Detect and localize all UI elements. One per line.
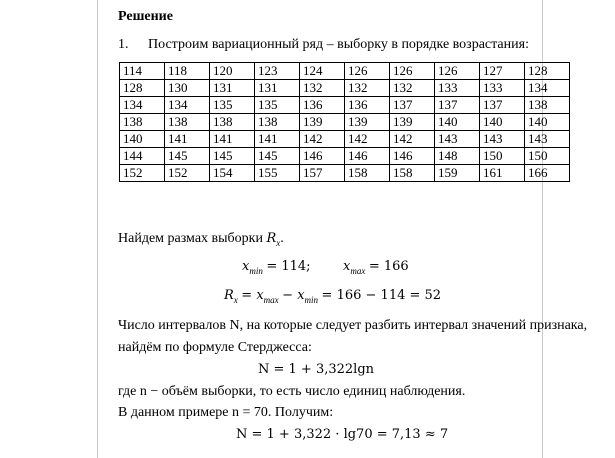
table-cell: 138 (165, 114, 210, 131)
table-cell: 166 (525, 165, 570, 182)
table-cell: 133 (435, 80, 480, 97)
table-cell: 140 (435, 114, 480, 131)
range-end: . (280, 231, 284, 246)
table-cell: 138 (255, 114, 300, 131)
table-cell: 133 (480, 80, 525, 97)
table-cell: 139 (300, 114, 345, 131)
table-row (120, 97, 570, 114)
table-cell: 161 (480, 165, 525, 182)
table-cell: 150 (480, 148, 525, 165)
table-cell: 158 (345, 165, 390, 182)
step-item (118, 37, 529, 53)
table-cell: 134 (525, 80, 570, 97)
table-cell: 152 (120, 165, 165, 182)
step-number: 1. (118, 37, 129, 52)
table-cell: 126 (345, 63, 390, 80)
range-text: Найдем размах выборки (118, 231, 263, 246)
table-cell: 137 (435, 97, 480, 114)
table-cell: 136 (345, 97, 390, 114)
table-row (120, 131, 570, 148)
table-cell: 118 (165, 63, 210, 80)
table-cell: 132 (300, 80, 345, 97)
variation-series-table (119, 62, 570, 182)
table-cell: 137 (480, 97, 525, 114)
table-cell: 136 (300, 97, 345, 114)
range-result: = 166 − 114 = 52 (321, 288, 442, 303)
table-cell: 148 (435, 148, 480, 165)
range-formula: $R_x = x_{max} - x_{min} = 166 - 114 = 52$ (224, 288, 442, 305)
table-cell: 114 (120, 63, 165, 80)
table-cell: 143 (525, 131, 570, 148)
table-cell: 146 (345, 148, 390, 165)
table-cell: 126 (390, 63, 435, 80)
table-cell: 142 (390, 131, 435, 148)
table-cell: 131 (255, 80, 300, 97)
table-cell: 123 (255, 63, 300, 80)
table-cell: 127 (480, 63, 525, 80)
table-cell: 138 (525, 97, 570, 114)
table-cell: 135 (255, 97, 300, 114)
range-sub: x (276, 237, 281, 248)
table-cell: 137 (390, 97, 435, 114)
table-cell: 120 (210, 63, 255, 80)
xmax-value: = 166 (368, 259, 409, 274)
table-cell: 150 (525, 148, 570, 165)
table-cell: 155 (255, 165, 300, 182)
intervals-line-2: найдём по формуле Стерджесса: (118, 340, 312, 355)
table-cell: 145 (210, 148, 255, 165)
table-row (120, 148, 570, 165)
table-cell: 145 (255, 148, 300, 165)
table-cell: 139 (390, 114, 435, 131)
table-cell: 139 (345, 114, 390, 131)
table-cell: 124 (300, 63, 345, 80)
table-row (120, 165, 570, 182)
intervals-line-1: Число интервалов N, на которые следует разбить интервал значений признака, (118, 318, 588, 333)
table-cell: 132 (390, 80, 435, 97)
table-cell: 158 (390, 165, 435, 182)
xmin-formula: $x_{min} = 114$; (242, 259, 311, 276)
table-cell: 138 (120, 114, 165, 131)
sturges-formula: N = 1 + 3,322lgn (258, 362, 375, 377)
table-cell: 132 (345, 80, 390, 97)
table-cell: 141 (255, 131, 300, 148)
example-text: В данном примере n = 70. Получим: (118, 405, 334, 420)
table-cell: 144 (120, 148, 165, 165)
xmax-formula: $x_{max} = 166$ (343, 259, 409, 276)
table-cell: 143 (480, 131, 525, 148)
table-cell: 138 (210, 114, 255, 131)
table-cell: 128 (120, 80, 165, 97)
range-line (118, 231, 284, 248)
table-cell: 142 (300, 131, 345, 148)
table-cell: 130 (165, 80, 210, 97)
page-left-border (97, 0, 98, 458)
table-cell: 157 (300, 165, 345, 182)
table-cell: 126 (435, 63, 480, 80)
table-cell: 134 (120, 97, 165, 114)
table-cell: 131 (210, 80, 255, 97)
step-text: Построим вариационный ряд – выборку в порядке возрастания: (148, 37, 529, 52)
where-text: где n − объём выборки, то есть число единиц наблюдения. (118, 384, 466, 399)
table-cell: 146 (300, 148, 345, 165)
table-row (120, 80, 570, 97)
table-cell: 152 (165, 165, 210, 182)
final-formula: N = 1 + 3,322 · lg70 = 7,13 ≈ 7 (236, 427, 449, 442)
table-cell: 128 (525, 63, 570, 80)
table-row (120, 114, 570, 131)
table-cell: 159 (435, 165, 480, 182)
table-cell: 142 (345, 131, 390, 148)
table-cell: 146 (390, 148, 435, 165)
table-cell: 141 (165, 131, 210, 148)
section-heading: Решение (118, 9, 173, 24)
table-cell: 140 (120, 131, 165, 148)
table-row (120, 63, 570, 80)
table-cell: 134 (165, 97, 210, 114)
table-cell: 154 (210, 165, 255, 182)
xmin-value: = 114; (266, 259, 311, 274)
range-symbol: R (266, 231, 277, 246)
table-cell: 140 (480, 114, 525, 131)
table-cell: 140 (525, 114, 570, 131)
table-cell: 135 (210, 97, 255, 114)
table-cell: 145 (165, 148, 210, 165)
table-cell: 143 (435, 131, 480, 148)
table-cell: 141 (210, 131, 255, 148)
